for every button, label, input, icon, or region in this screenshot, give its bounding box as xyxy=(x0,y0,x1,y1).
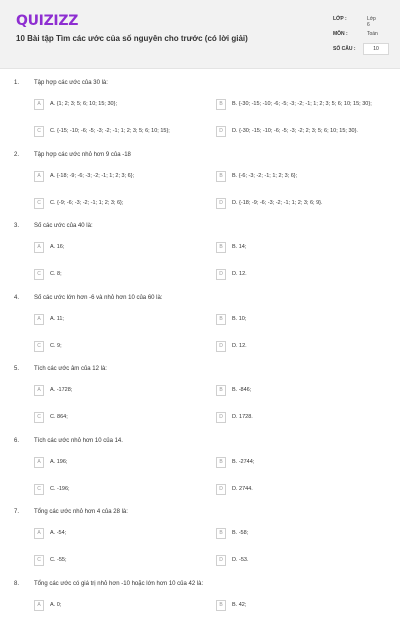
option-text: A. 196; xyxy=(50,458,68,465)
option-letter-box[interactable]: D xyxy=(216,198,226,209)
option-letter-box[interactable]: A xyxy=(34,171,44,182)
answer-option-a[interactable] xyxy=(34,242,212,260)
question-number: 4. xyxy=(14,294,20,301)
option-letter-box[interactable]: A xyxy=(34,314,44,325)
option-letter-box[interactable]: A xyxy=(34,99,44,110)
option-text: C. -55; xyxy=(50,557,67,563)
answer-option-a[interactable] xyxy=(34,600,212,618)
question-number: 3. xyxy=(14,223,20,229)
option-text: D. 12. xyxy=(232,271,247,277)
option-letter-box[interactable]: B xyxy=(216,171,226,182)
answer-option-a[interactable] xyxy=(34,385,212,403)
question-3 xyxy=(0,223,400,283)
option-letter-box[interactable]: A xyxy=(34,385,44,396)
option-text: C. 8; xyxy=(50,271,62,277)
answer-option-a[interactable] xyxy=(34,314,212,332)
option-text: B. -846; xyxy=(232,387,252,393)
option-letter-box[interactable]: C xyxy=(34,412,44,423)
option-text: A. -54; xyxy=(50,530,67,536)
answer-option-c[interactable] xyxy=(34,269,212,287)
option-text: A. {1; 2; 3; 5; 6; 10; 15; 30}; xyxy=(50,101,117,107)
subject-value: Toán xyxy=(367,31,378,37)
option-letter-box[interactable]: D xyxy=(216,126,226,137)
question-text: Số các ước của 40 là: xyxy=(34,223,93,229)
answer-option-d[interactable] xyxy=(216,198,394,216)
option-text: A. {-18; -9; -6; -3; -2; -1; 1; 2; 3; 6}; xyxy=(50,172,135,179)
answer-option-c[interactable] xyxy=(34,198,212,216)
grade-label: LỚP : xyxy=(333,16,347,22)
answer-option-b[interactable] xyxy=(216,242,394,260)
option-text: C. {-15; -10; -6; -5; -3; -2; -1; 1; 2; 3; 5; 6; 10; 15}; xyxy=(50,128,170,134)
question-text: Tích các ước âm của 12 là: xyxy=(34,366,107,372)
answer-option-b[interactable] xyxy=(216,99,394,117)
answer-option-d[interactable] xyxy=(216,484,394,502)
question-5 xyxy=(0,366,400,426)
answer-option-c[interactable] xyxy=(34,412,212,430)
answer-option-b[interactable] xyxy=(216,600,394,618)
option-letter-box[interactable]: C xyxy=(34,484,44,495)
question-text: Tổng các ước nhỏ hơn 4 của 28 là: xyxy=(34,509,128,515)
quizizz-logo: QUIZIZZ xyxy=(16,13,79,29)
question-number: 2. xyxy=(14,151,20,158)
answer-option-a[interactable] xyxy=(34,171,212,189)
answer-option-d[interactable] xyxy=(216,126,394,144)
question-number: 1. xyxy=(14,80,20,86)
question-number: 6. xyxy=(14,437,20,444)
question-text: Tập hợp các ước của 30 là: xyxy=(34,80,108,86)
answer-option-a[interactable] xyxy=(34,457,212,475)
answer-option-b[interactable] xyxy=(216,528,394,546)
option-text: B. -58; xyxy=(232,530,249,536)
option-letter-box[interactable]: A xyxy=(34,600,44,611)
question-text: Tổng các ước có giá trị nhỏ hơn -10 hoặc lớn hơn 10 của 42 là: xyxy=(34,580,204,587)
option-letter-box[interactable]: A xyxy=(34,242,44,253)
answer-option-c[interactable] xyxy=(34,341,212,359)
question-count-value: 10 xyxy=(363,43,389,55)
option-text: B. 42; xyxy=(232,601,247,608)
option-text: D. 12. xyxy=(232,342,247,349)
answer-option-c[interactable] xyxy=(34,126,212,144)
option-text: C. {-9; -6; -3; -2; -1; 1; 2; 3; 6}; xyxy=(50,199,124,206)
option-letter-box[interactable]: D xyxy=(216,269,226,280)
option-text: B. -2744; xyxy=(232,458,255,465)
question-4 xyxy=(0,295,400,355)
worksheet-header xyxy=(0,0,400,69)
option-letter-box[interactable]: D xyxy=(216,555,226,566)
option-text: D. 1728. xyxy=(232,414,253,420)
answer-option-b[interactable] xyxy=(216,385,394,403)
question-text: Tập hợp các ước nhỏ hơn 9 của -18 xyxy=(34,151,131,158)
option-letter-box[interactable]: A xyxy=(34,528,44,539)
option-letter-box[interactable]: B xyxy=(216,242,226,253)
option-letter-box[interactable]: B xyxy=(216,457,226,468)
answer-option-a[interactable] xyxy=(34,99,212,117)
answer-option-d[interactable] xyxy=(216,269,394,287)
option-letter-box[interactable]: A xyxy=(34,457,44,468)
question-7 xyxy=(0,509,400,569)
answer-option-d[interactable] xyxy=(216,412,394,430)
option-text: D. {-30; -15; -10; -6; -5; -3; -2; 2; 3; 5; 6; 10; 15; 30}. xyxy=(232,128,358,134)
option-letter-box[interactable]: C xyxy=(34,198,44,209)
option-text: B. 10; xyxy=(232,315,247,322)
answer-option-c[interactable] xyxy=(34,555,212,573)
option-text: D. {-18; -9; -6; -3; -2; -1; 1; 2; 3; 6; 9}. xyxy=(232,199,323,206)
answer-option-b[interactable] xyxy=(216,457,394,475)
option-text: B. 14; xyxy=(232,244,247,250)
option-letter-box[interactable]: D xyxy=(216,341,226,352)
answer-option-b[interactable] xyxy=(216,314,394,332)
option-letter-box[interactable]: D xyxy=(216,484,226,495)
option-text: C. 9; xyxy=(50,342,62,349)
answer-option-c[interactable] xyxy=(34,484,212,502)
option-letter-box[interactable]: C xyxy=(34,269,44,280)
option-text: D. -53. xyxy=(232,557,249,563)
question-1 xyxy=(0,80,400,140)
answer-option-d[interactable] xyxy=(216,341,394,359)
question-text: Số các ước lớn hơn -6 và nhỏ hơn 10 của 60 là: xyxy=(34,294,163,301)
option-letter-box[interactable]: C xyxy=(34,126,44,137)
worksheet-title: 10 Bài tập Tìm các ước của số nguyên cho trước (có lời giải) xyxy=(16,34,248,43)
question-count-label: SỐ CÂU : xyxy=(333,46,356,52)
option-letter-box[interactable]: B xyxy=(216,99,226,110)
question-number: 8. xyxy=(14,580,20,587)
answer-option-a[interactable] xyxy=(34,528,212,546)
option-letter-box[interactable]: C xyxy=(34,555,44,566)
option-letter-box[interactable]: B xyxy=(216,385,226,396)
option-text: C. 864; xyxy=(50,414,68,420)
question-number: 7. xyxy=(14,509,20,515)
option-text: A. 0; xyxy=(50,601,62,608)
question-6 xyxy=(0,438,400,498)
grade-value: Lớp 6 xyxy=(367,16,376,28)
answer-option-b[interactable] xyxy=(216,171,394,189)
option-text: A. 11; xyxy=(50,315,64,322)
question-2 xyxy=(0,152,400,212)
question-8 xyxy=(0,581,400,641)
option-text: A. -1728; xyxy=(50,387,73,393)
option-letter-box[interactable]: D xyxy=(216,412,226,423)
answer-option-d[interactable] xyxy=(216,555,394,573)
question-number: 5. xyxy=(14,366,20,372)
option-letter-box[interactable]: B xyxy=(216,528,226,539)
option-letter-box[interactable]: C xyxy=(34,341,44,352)
option-text: A. 16; xyxy=(50,244,65,250)
option-text: C. -196; xyxy=(50,485,70,492)
question-text: Tích các ước nhỏ hơn 10 của 14. xyxy=(34,437,123,444)
option-text: B. {-6; -3; -2; -1; 1; 2; 3; 6}; xyxy=(232,172,298,179)
option-text: D. 2744. xyxy=(232,485,253,492)
subject-label: MÔN : xyxy=(333,31,348,37)
option-letter-box[interactable]: B xyxy=(216,600,226,611)
option-text: B. {-30; -15; -10; -6; -5; -3; -2; -1; 1; 2; 3; 5; 6; 10; 15; 30}; xyxy=(232,101,372,107)
option-letter-box[interactable]: B xyxy=(216,314,226,325)
